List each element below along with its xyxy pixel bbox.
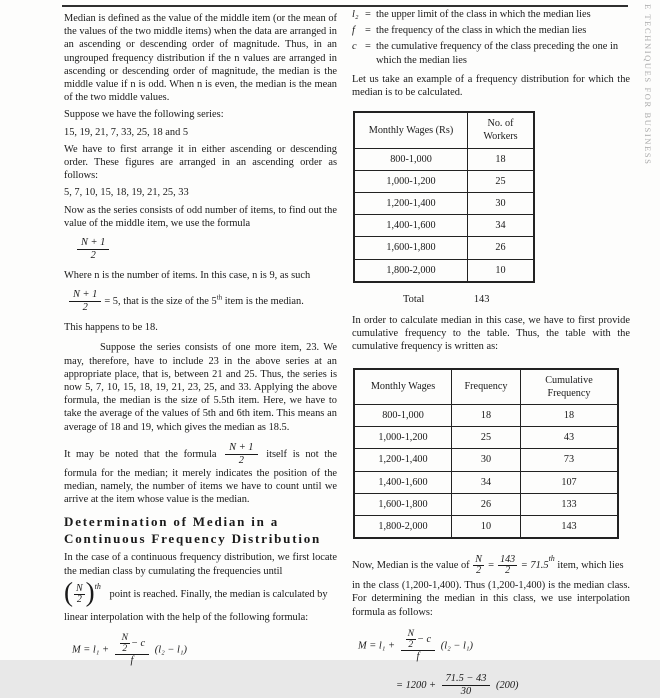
paragraph-median-definition: Median is defined as the value of the middle item (or the mean of the values of the two middle items) when the data are arranged in an ascending or descending order of magnitude. Thus, in an ungrouped frequency distribution if the n values are arranged in ascending or descending order of magnitude, the median is the middle value if n is odd. When n is even, the median is the mean of the two middle values. xyxy=(64,13,337,104)
heading-line-2: Continuous Frequency Distribution xyxy=(64,530,322,546)
paragraph-text: itself is not the formula for the median; it merely indicates the position of the median, namely, the number of items we have to count until we arrive at the item whose value is the median. xyxy=(64,448,337,506)
table-row: 1,000-1,200 25 43 xyxy=(354,427,618,449)
superscript-th: th xyxy=(216,293,223,302)
symbol: c xyxy=(352,41,357,53)
definition-list xyxy=(352,8,630,67)
close-paren: ) xyxy=(85,577,95,608)
column-header: Frequency xyxy=(452,369,521,405)
paragraph-text: item, which lies xyxy=(557,560,624,572)
formula-text: = 1200 + xyxy=(396,679,436,691)
definition-text: the frequency of the class in which the median lies xyxy=(376,25,587,37)
column-header: Monthly Wages (Rs) xyxy=(354,112,468,148)
fraction: $\frac{N}{2}$ − c f xyxy=(115,633,150,667)
table-row: 1,200-1,400 30 73 xyxy=(354,449,618,471)
formula-text: (200) xyxy=(496,679,519,691)
table-row: 1,400-1,600 34 107 xyxy=(354,471,618,493)
paragraph-median-class: in the class (1,200-1,400). Thus (1,200-1,400) is the median class. For determining the median in this class, we use interpolation formula as follows: xyxy=(352,580,630,618)
median-calculation-formula xyxy=(396,673,630,698)
heading-line-1: Determination of Median in a xyxy=(64,514,280,530)
fraction: $\frac{N + 1}{2}$ xyxy=(225,442,257,467)
fraction: $\frac{N + 1}{2}$ xyxy=(69,289,101,314)
paragraph-linear-interpolation: linear interpolation with the help of the following formula: xyxy=(64,611,309,623)
table-row: 800-1,000 18 xyxy=(354,148,534,170)
table-row: 1,200-1,400 30 xyxy=(354,193,534,215)
section-heading xyxy=(64,514,337,547)
fraction: $\frac{N + 1}{2}$ xyxy=(77,237,109,262)
fraction: $\frac{N}{2}$ − c f xyxy=(401,629,436,663)
paragraph-text: It may be noted that the formula xyxy=(64,448,217,460)
symbol: l₂ xyxy=(352,9,359,20)
paragraph-continuous-distribution: In the case of a continuous frequency distribution, we first locate the median class by cumulating the frequencies until xyxy=(64,552,337,577)
table-row: 1,800-2,000 10 143 xyxy=(354,516,618,539)
equals: = xyxy=(487,560,495,572)
definition-text: the cumulative frequency of the class preceding the one in which the median lies xyxy=(376,41,619,66)
formula-text: = 71.5 xyxy=(520,560,549,572)
cumulative-frequency-table xyxy=(353,368,619,540)
paragraph-text: Now, Median is the value of xyxy=(352,560,470,572)
table-row: 800-1,000 18 18 xyxy=(354,405,618,427)
equals: = xyxy=(365,9,371,20)
total-value: 143 xyxy=(473,293,490,305)
paragraph-it-may-be-noted xyxy=(64,442,337,507)
paragraph-example-intro: Let us take an example of a frequency distribution for which the median is to be calculated. xyxy=(352,73,630,99)
nested-fraction: $\frac{N}{2}$ xyxy=(407,628,414,650)
equals: = xyxy=(365,41,371,53)
formula-text: M = l₁ + xyxy=(72,644,109,656)
median-interpolation-formula xyxy=(358,629,630,663)
formula-text: (l₂ − l₁) xyxy=(154,644,187,656)
column-header: No. of Workers xyxy=(468,112,535,148)
median-interpolation-formula-clipped xyxy=(72,633,337,667)
formula-size-of-5th-item xyxy=(66,289,337,314)
paragraph-now-median xyxy=(352,555,630,576)
fraction: $\frac{143}{2}$ xyxy=(500,554,516,577)
paragraph-happens-18: This happens to be 18. xyxy=(64,322,158,334)
paragraph-suppose-series: Suppose we have the following series: xyxy=(64,109,224,121)
superscript-th: th xyxy=(94,581,101,591)
table-header-row xyxy=(354,112,534,148)
fraction: $\frac{N}{2}$ xyxy=(475,554,482,577)
paragraph-cumulative-intro: In order to calculate median in this case, we have to first provide cumulative frequency to the table. Thus, the table with the cumulative frequency is written as: xyxy=(352,315,630,353)
column-header: Monthly Wages xyxy=(354,369,452,405)
side-margin-text: E TECHNIQUES FOR BUSINESS xyxy=(643,4,654,166)
formula-text: = 5, that is the size of the 5 xyxy=(104,296,217,308)
formula-text: (l₂ − l₁) xyxy=(440,640,473,652)
formula-text: M = l₁ + xyxy=(358,640,395,652)
paragraph-text: point is reached. Finally, the median is calculated by xyxy=(109,588,328,600)
wages-workers-table xyxy=(353,111,535,283)
table-row: 1,600-1,800 26 133 xyxy=(354,493,618,515)
formula-n-plus-1-over-2 xyxy=(74,237,337,262)
table-row: 1,600-1,800 26 xyxy=(354,237,534,259)
table-row: 1,400-1,600 34 xyxy=(354,215,534,237)
top-rule xyxy=(62,5,628,7)
definition-text: the upper limit of the class in which the median lies xyxy=(376,9,591,20)
definition-f xyxy=(352,24,630,37)
nested-fraction: $\frac{N}{2}$ xyxy=(121,633,128,655)
symbol: f xyxy=(352,25,355,37)
right-column xyxy=(352,8,630,698)
total-label: Total xyxy=(403,293,425,305)
paragraph-arrange: We have to first arrange it in either ascending or descending order. These figures are arranged in an ascending order as follows: xyxy=(64,143,337,182)
definition-c xyxy=(352,40,630,66)
formula-text: item is the median. xyxy=(222,296,304,308)
equals: = xyxy=(365,25,371,37)
paragraph-odd-items: Now as the series consists of odd number of items, to find out the value of the middle item, we use the formula xyxy=(64,204,337,229)
superscript-th: th xyxy=(548,554,555,564)
fraction: $\frac{N}{2}$ xyxy=(76,582,83,605)
left-column xyxy=(64,12,337,667)
paragraph-where-n: Where n is the number of items. In this case, n is 9, as such xyxy=(64,270,311,282)
formula-n-over-2-point xyxy=(64,577,337,608)
series-unsorted: 15, 19, 21, 7, 33, 25, 18 and 5 xyxy=(64,126,189,138)
table-row: 1,800-2,000 10 xyxy=(354,259,534,282)
total-row xyxy=(352,293,630,306)
formula-text: − c xyxy=(130,637,146,649)
table-header-row xyxy=(354,369,618,405)
series-sorted: 5, 7, 10, 15, 18, 19, 21, 25, 33 xyxy=(64,187,189,199)
table-row: 1,000-1,200 25 xyxy=(354,170,534,192)
definition-l2 xyxy=(352,8,630,21)
column-header: Cumulative Frequency xyxy=(521,369,619,405)
fraction: $\frac{71.5 - 43}{30}$ xyxy=(442,673,491,698)
paragraph-one-more-item: Suppose the series consists of one more item, 23. We may, therefore, have to include 23 in the above series at an appropriate place, that is, between 21 and 25. Thus, the series is now 5, 7, 10, 15, 18, 19, 21, 23, 25, and 33. Applying the above formula, the median is the size of 5.5th item. Here, we have to take the average of the values of 5th and 6th item. This means an average of 18 and 19, which gives the median as 18.5. xyxy=(64,342,337,433)
formula-text: − c xyxy=(416,633,432,645)
open-paren: ( xyxy=(64,577,73,608)
